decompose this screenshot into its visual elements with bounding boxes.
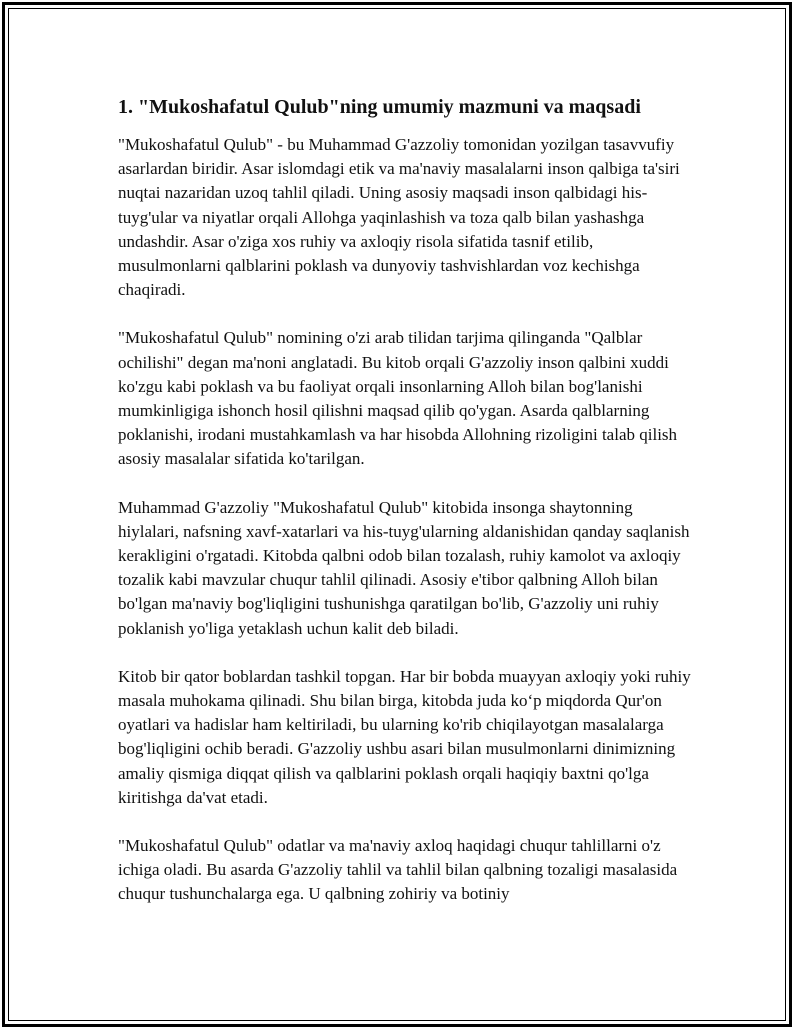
paragraph-3: Muhammad G'azzoliy "Mukoshafatul Qulub" kitobida insonga shaytonning hiylalari, nafsning xavf-xatarlari va his-tuyg'ularning aldanishidan qanday saqlanish kerakligini o'rgatadi. Kitobda qalbni odob bilan tozalash, ruhiy kamolot va axloqiy tozalik kabi mavzular chuqur tahlil qilinadi. Asosiy e'tibor qalbning Alloh bilan bo'lgan ma'naviy bog'liqligini tushunishga qaratilgan bo'lib, G'azzoliy uni ruhiy poklanish yo'liga yetaklash uchun kalit deb biladi.: [118, 497, 690, 638]
paragraph-5: "Mukoshafatul Qulub" odatlar va ma'naviy axloq haqidagi chuqur tahlillarni o'z ichiga oladi. Bu asarda G'azzoliy tahlil va tahlil bilan qalbning tozaligi masalasida chuqur tushunchalarga ega. U qalbning zohiriy va botiniy: [118, 836, 678, 904]
document-body: [118, 94, 693, 931]
section-heading: 1. "Mukoshafatul Qulub"ning umumiy mazmuni va maqsadi: [118, 96, 641, 118]
paragraph-1: "Mukoshafatul Qulub" - bu Muhammad G'azzoliy tomonidan yozilgan tasavvufiy asarlardan biridir. Asar islomdagi etik va ma'naviy masalalarni inson qalbiga ta'siri nuqtai nazaridan uzoq tahlil qiladi. Uning asosiy maqsadi inson qalbidagi his-tuyg'ular va niyatlar orqali Allohga yaqinlashish va toza qalb bilan yashashga undashdir. Asar o'ziga xos ruhiy va axloqiy risola sifatida tasnif etilib, musulmonlarni qalblarini poklash va dunyoviy tashvishlardan voz kechishga chaqiradi.: [118, 135, 680, 300]
document-page: [2, 2, 792, 1027]
paragraph-2: "Mukoshafatul Qulub" nomining o'zi arab tilidan tarjima qilinganda "Qalblar ochilishi" degan ma'noni anglatadi. Bu kitob orqali G'azzoliy inson qalbini xuddi ko'zgu kabi poklash va bu faoliyat orqali insonlarning Alloh bilan bog'lanishi mumkinligiga ishonch hosil qilishni maqsad qilib qo'ygan. Asarda qalblarning poklanishi, irodani mustahkamlash va har hisobda Allohning rizoligini talab qilish asosiy masalalar sifatida ko'tarilgan.: [118, 328, 678, 469]
paragraph-4: Kitob bir qator boblardan tashkil topgan. Har bir bobda muayyan axloqiy yoki ruhiy masala muhokama qilinadi. Shu bilan birga, kitobda juda koʻp miqdorda Qur'on oyatlari va hadislar ham keltiriladi, bu ularning ko'rib chiqilayotgan masalalarga bog'liqligini ochib beradi. G'azzoliy ushbu asari bilan musulmonlarni dinimizning amaliy qismiga diqqat qilish va qalblarini poklash orqali haqiqiy baxtni qo'lga kiritishga da'vat etadi.: [118, 666, 691, 807]
